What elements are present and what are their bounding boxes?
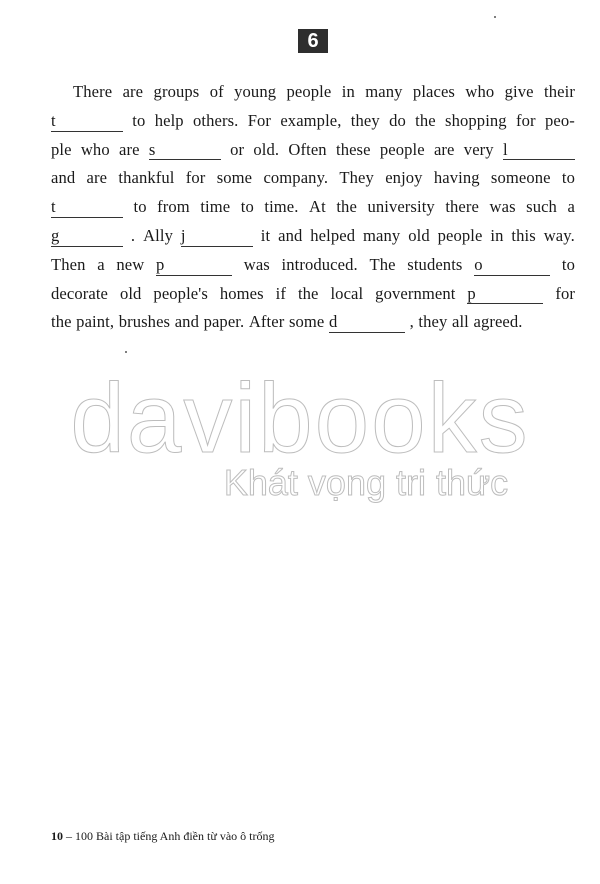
page-footer [51, 829, 274, 844]
blank-5[interactable]: g [51, 222, 123, 251]
passage-line-4: and are thankful for some company. They enjoy having someone to [51, 168, 575, 188]
blank-9[interactable]: p [467, 280, 543, 309]
passage-line-5: t to from time to time. At the university there was such a [51, 193, 575, 222]
passage-line-7: Then a new p was introduced. The students o to [51, 251, 575, 280]
blank-6[interactable]: j [181, 222, 253, 251]
blank-4[interactable]: t [51, 193, 123, 222]
blank-1[interactable]: t [51, 107, 123, 136]
speck-mark [125, 351, 127, 353]
blank-8[interactable]: o [474, 251, 550, 280]
book-title: – 100 Bài tập tiếng Anh điền từ vào ô trống [66, 829, 275, 843]
passage [51, 78, 575, 337]
speck-mark [494, 16, 496, 18]
blank-10[interactable]: d [329, 308, 405, 337]
passage-line-9: the paint, brushes and paper. After some d , they all agreed. [51, 308, 575, 337]
watermark-tagline: Khát vọng tri thức [223, 462, 509, 503]
blank-3[interactable]: l [503, 136, 575, 165]
passage-line-3: ple who are s or old. Often these people are very l [51, 136, 575, 165]
blank-7[interactable]: p [156, 251, 232, 280]
blank-2[interactable]: s [149, 136, 221, 165]
passage-line-2: t to help others. For example, they do the shopping for peo- [51, 107, 575, 136]
exercise-number: 6 [298, 29, 328, 53]
passage-line-1: There are groups of young people in many places who give their [73, 82, 575, 101]
passage-line-8: decorate old people's homes if the local government p for [51, 280, 575, 309]
passage-line-6: g . Ally j it and helped many old people in this way. [51, 222, 575, 251]
page-number: 10 [51, 829, 63, 843]
watermark-brand: davibooks [70, 363, 530, 473]
